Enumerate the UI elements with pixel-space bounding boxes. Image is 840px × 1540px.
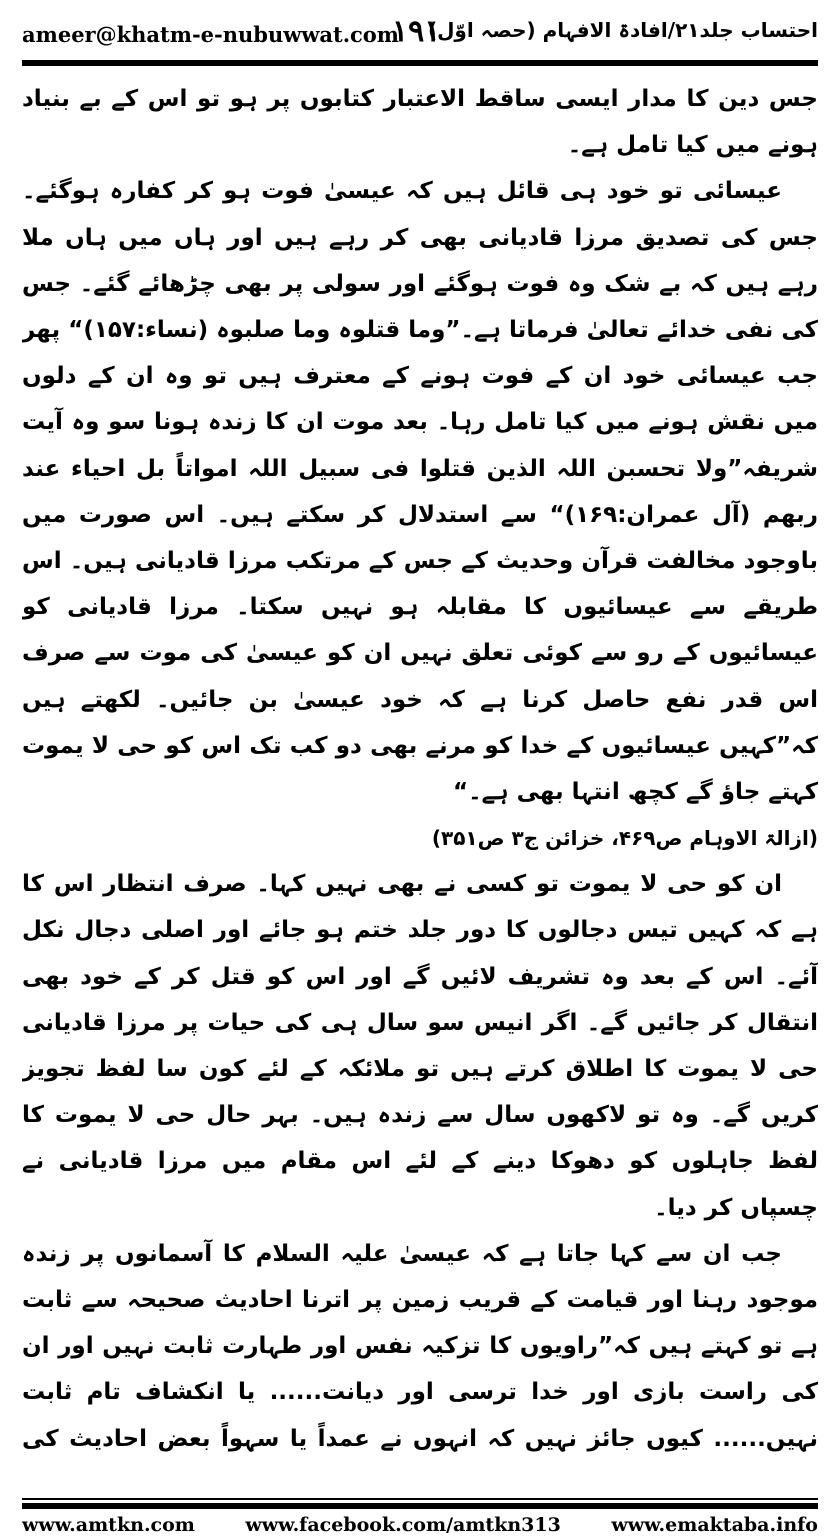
citation: (ازالۃ الاوہام ص۴۶۹، خزائن ج۳ ص۳۵۱) bbox=[431, 826, 818, 851]
book-title: احتساب جلد۲۱/افادۃ الافہام (حصہ اوّل) bbox=[427, 18, 818, 42]
header-email: ameer@khatm-e-nubuwwat.com bbox=[22, 22, 400, 47]
footer-rule bbox=[22, 1503, 818, 1509]
footer-links bbox=[22, 1514, 818, 1536]
page-header bbox=[0, 0, 840, 64]
footer-link-emaktaba[interactable]: www.emaktaba.info bbox=[611, 1514, 818, 1536]
paragraph: جب ان سے کہا جاتا ہے کہ عیسیٰ علیہ السلام کا آسمانوں پر زندہ موجود رہنا اور قیامت کے قریب زمین پر اترنا احادیث صحیحہ سے ثابت ہے تو کہتے ہیں کہ”راویوں کا تزکیہ نفس اور طہارت ثابت نہیں اور ان کی راست بازی اور خدا ترسی اور دیانت...... یا انکشاف تام ثابت نہیں...... کیوں جائز نہیں کہ انہوں نے عمداً یا سہواً بعض احادیث کی bbox=[22, 1240, 818, 1452]
page-number: ۱۹۱ bbox=[392, 14, 441, 49]
paragraph: جس دین کا مدار ایسی ساقط الاعتبار کتابوں پر ہو تو اس کے بے بنیاد ہونے میں کیا تامل ہے۔ bbox=[22, 86, 818, 159]
header-rule bbox=[22, 60, 818, 66]
paragraph: ان کو حی لا یموت تو کسی نے بھی نہیں کہا۔ صرف انتظار اس کا ہے کہ کہیں تیس دجالوں کا دور جلد ختم ہو جائے اور اصلی دجال نکل آئے۔ اس کے بعد وہ تشریف لائیں گے اور اس کو قتل کر کے خود بھی انتقال کر جائیں گے۔ اگر انیس سو سال ہی کی حیات پر مرزا قادیانی حی لا یموت کا اطلاق کرتے ہیں تو ملائکہ کے لئے کون سا لفظ تجویز کریں گے۔ وہ تو لاکھوں سال سے زندہ ہیں۔ بہر حال حی لا یموت کا لفظ جاہلوں کو دھوکا دینے کے لئے اس مقام میں مرزا قادیانی نے چسپاں کر دیا۔ bbox=[22, 871, 818, 1221]
footer-link-amtkn[interactable]: www.amtkn.com bbox=[22, 1514, 195, 1536]
page-footer bbox=[0, 1498, 840, 1540]
page-body bbox=[22, 76, 818, 1456]
footer-rule-thin bbox=[22, 1498, 818, 1500]
footer-link-facebook[interactable]: www.facebook.com/amtkn313 bbox=[245, 1514, 561, 1536]
paragraph: عیسائی تو خود ہی قائل ہیں کہ عیسیٰ فوت ہو کر کفارہ ہوگئے۔ جس کی تصدیق مرزا قادیانی بھی کر رہے ہیں اور ہاں میں ہاں ملا رہے ہیں کہ بے شک وہ فوت ہوگئے اور سولی پر بھی چڑھائے گئے۔ جس کی نفی خدائے تعالیٰ فرماتا ہے۔”وما قتلوہ وما صلبوہ (نساء:۱۵۷)“ پھر جب عیسائی خود ان کے فوت ہونے کے معترف ہیں تو وہ ان کے دلوں میں نقش ہونے میں کیا تامل رہا۔ بعد موت ان کا زندہ ہونا سو وہ آیت شریفہ”ولا تحسبن اللہ الذین قتلوا فی سبیل اللہ امواتاً بل احیاء عند ربھم (آل عمران:۱۶۹)“ سے استدلال کر سکتے ہیں۔ اس صورت میں باوجود مخالفت قرآن وحدیث کے جس کے مرتکب مرزا قادیانی ہیں۔ اس طریقے سے عیسائیوں کا مقابلہ ہو نہیں سکتا۔ مرزا قادیانی کو عیسائیوں کے رو سے کوئی تعلق نہیں ان کو عیسیٰ کی موت سے صرف اس قدر نفع حاصل کرنا ہے کہ خود عیسیٰ بن جائیں۔ لکھتے ہیں کہ”کہیں عیسائیوں کے خدا کو مرنے بھی دو کب تک اس کو حی لا یموت کہتے جاؤ گے کچھ انتہا بھی ہے۔“ bbox=[22, 178, 818, 806]
